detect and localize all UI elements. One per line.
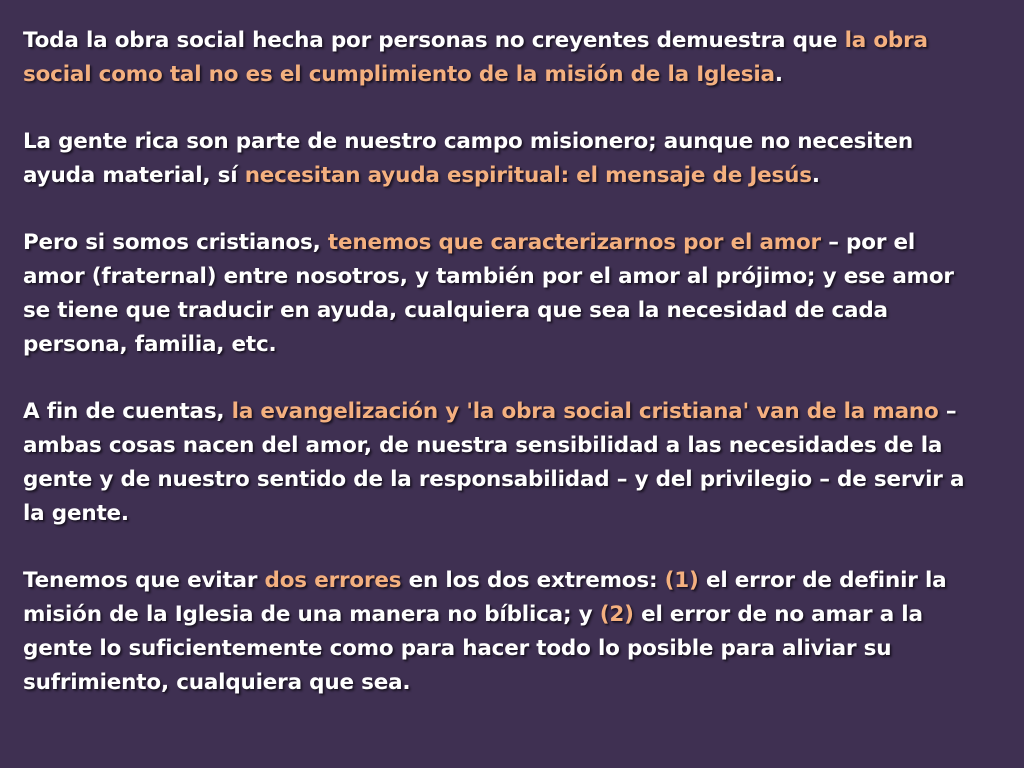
- paragraph-2-text-end: .: [811, 163, 820, 188]
- paragraph-2: [23, 125, 983, 193]
- paragraph-2-text: La gente rica son parte de nuestro campo misionero; aunque no necesiten ayuda material, sí: [23, 129, 913, 188]
- paragraph-1-text: Toda la obra social hecha por personas no creyentes demuestra que: [23, 28, 845, 53]
- paragraph-5-text-3: el error de definir la misión de la Iglesia de una manera no bíblica; y: [23, 568, 947, 627]
- paragraph-5: [23, 564, 983, 700]
- paragraph-3: [23, 226, 983, 362]
- paragraph-4: [23, 395, 983, 531]
- paragraph-1-text-end: .: [774, 62, 783, 87]
- paragraph-4-text-end: – ambas cosas nacen del amor, de nuestra sensibilidad a las necesidades de la gente y de nuestro sentido de la responsabilidad – y del privilegio – de servir a la gente.: [23, 399, 965, 526]
- paragraph-3-text-end: – por el amor (fraternal) entre nosotros, y también por el amor al prójimo; y ese amor se tiene que traducir en ayuda, cualquiera que sea la necesidad de cada persona, familia, etc.: [23, 230, 954, 357]
- paragraph-5-text: Tenemos que evitar: [23, 568, 265, 593]
- paragraph-5-highlight-dos-errores: dos errores: [264, 568, 402, 593]
- paragraph-5-text-end: el error de no amar a la gente lo suficientemente como para hacer todo lo posible para aliviar su sufrimiento, cualquiera que sea.: [23, 602, 923, 695]
- paragraph-3-text: Pero si somos cristianos,: [23, 230, 328, 255]
- paragraph-5-highlight-1: (1): [664, 568, 699, 593]
- slide-text-body: [23, 24, 983, 733]
- paragraph-5-text-2: en los dos extremos:: [401, 568, 665, 593]
- paragraph-1-highlight: la obra social como tal no es el cumplimiento de la misión de la Iglesia: [23, 28, 928, 87]
- paragraph-5-highlight-2: (2): [599, 602, 634, 627]
- paragraph-1: [23, 24, 983, 92]
- paragraph-4-highlight: la evangelización y 'la obra social cristiana' van de la mano: [231, 399, 939, 424]
- paragraph-3-highlight: tenemos que caracterizarnos por el amor: [327, 230, 821, 255]
- paragraph-4-text: A fin de cuentas,: [23, 399, 232, 424]
- paragraph-2-highlight: necesitan ayuda espiritual: el mensaje de Jesús: [244, 163, 812, 188]
